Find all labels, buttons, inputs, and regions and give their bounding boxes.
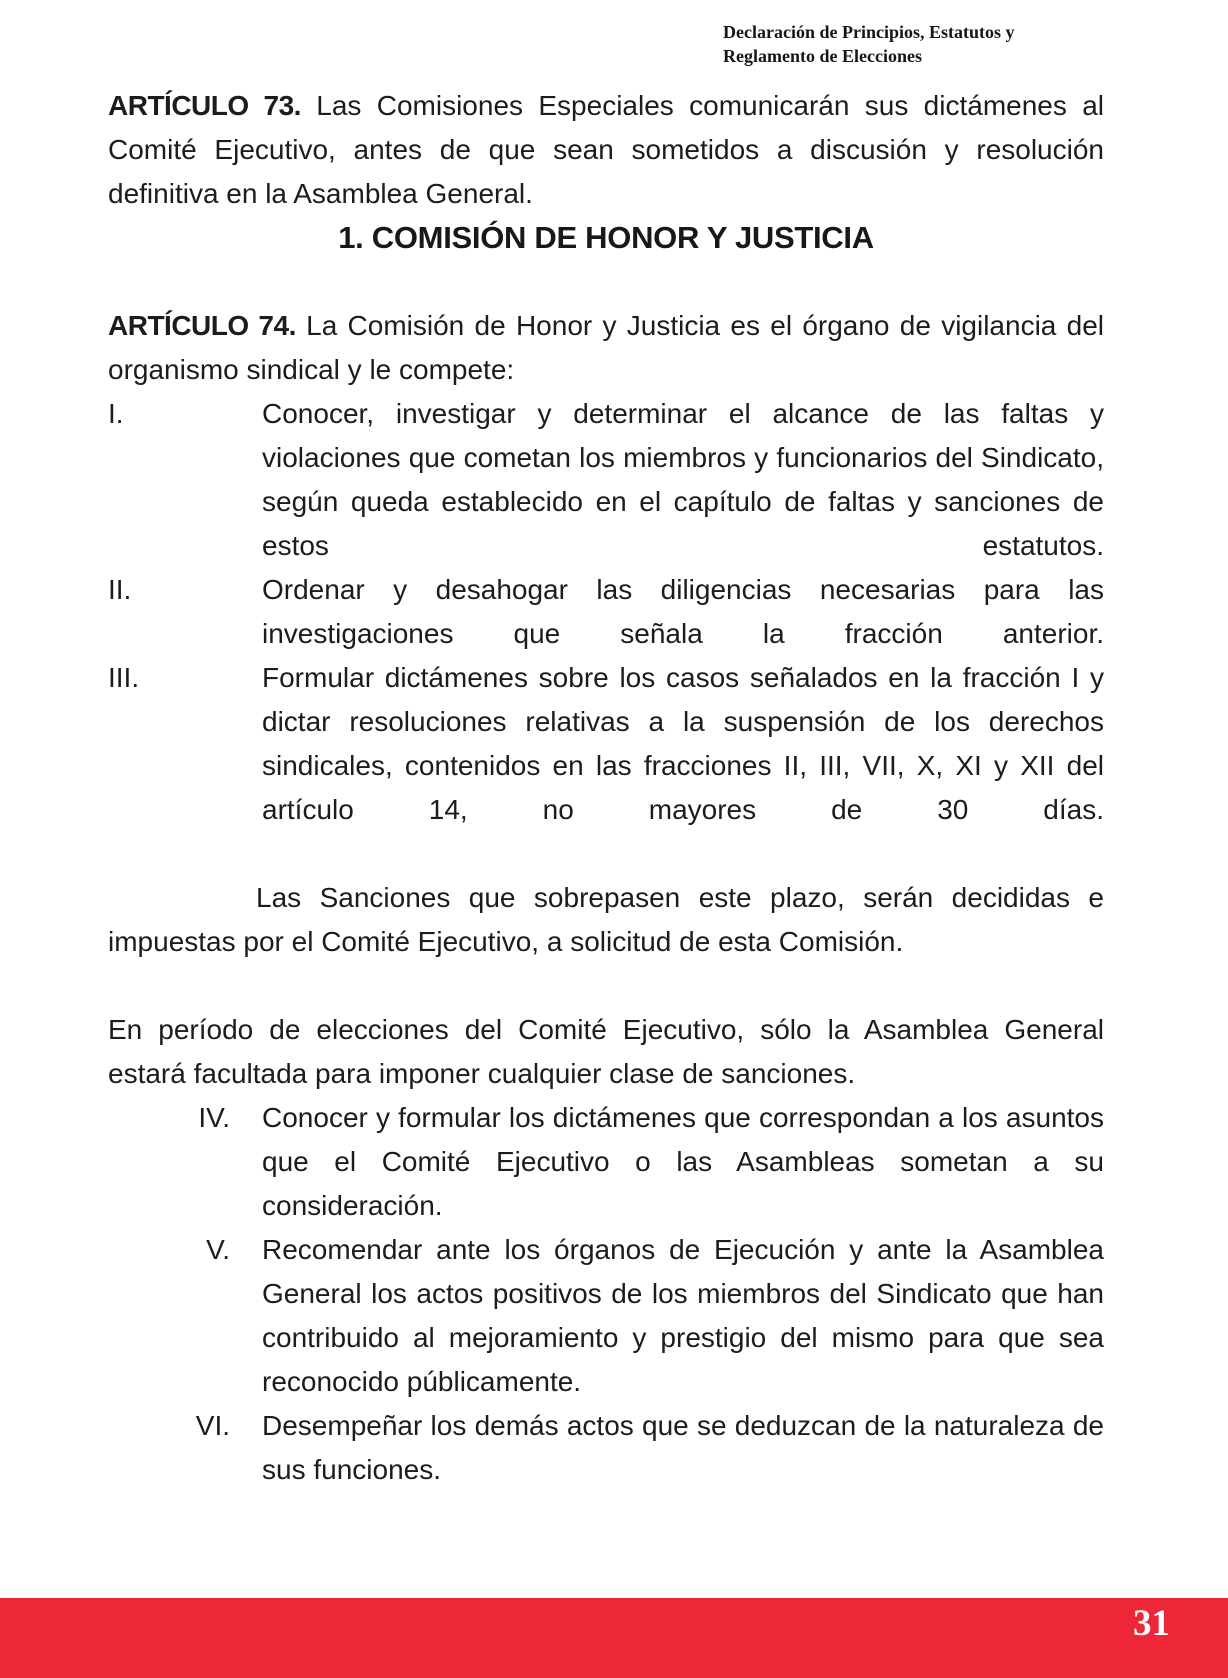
list-item-VI (108, 1404, 1104, 1492)
article-74-text: La Comisión de Honor y Justicia es el órgano de vigilancia del organismo sindical y le compete: (108, 310, 1105, 385)
list-item-IV (108, 1096, 1104, 1228)
list-item-III-text: Formular dictámenes sobre los casos señalados en la fracción I y dictar resoluciones relativas a la suspensión de los derechos sindicales, contenidos en las fracciones II, III, VII, X, XI y XII del artículo 14, no mayores de 30 días. (262, 662, 1104, 825)
list-item-V-numeral: V. (206, 1234, 230, 1265)
article-73-label: ARTÍCULO 73. (108, 90, 301, 121)
list-item-IV-numeral: IV. (198, 1102, 230, 1133)
list-item-II-numeral: II. (108, 574, 132, 605)
list-item-VI-numeral: VI. (195, 1410, 230, 1441)
running-header-line2: Reglamento de Elecciones (723, 46, 922, 66)
list-item-I (108, 392, 1104, 568)
article-73-paragraph (108, 84, 1104, 216)
article-73-text: Las Comisiones Especiales comunicarán sus dictámenes al Comité Ejecutivo, antes de que sean sometidos a discusión y resolución definitiva en la Asamblea General. (108, 90, 1104, 209)
footer-bar (0, 1598, 1228, 1678)
list-item-I-text: Conocer, investigar y determinar el alcance de las faltas y violaciones que cometan los miembros y funcionarios del Sindicato, según queda establecido en el capítulo de faltas y sanciones de estos estatutos. (262, 398, 1104, 561)
list-item-II-text: Ordenar y desahogar las diligencias necesarias para las investigaciones que señala la fracción anterior. (262, 574, 1104, 649)
article-74-label: ARTÍCULO 74. (108, 310, 296, 341)
periodo-paragraph: En período de elecciones del Comité Ejecutivo, sólo la Asamblea General estará facultada para imponer cualquier clase de sanciones. (108, 1014, 1104, 1089)
list-item-IV-text: Conocer y formular los dictámenes que correspondan a los asuntos que el Comité Ejecutivo o las Asambleas sometan a su consideración. (262, 1102, 1104, 1221)
list-item-III-numeral: III. (108, 662, 140, 693)
list-item-II (108, 568, 1104, 656)
running-header (723, 20, 1014, 68)
list-item-V-text: Recomendar ante los órganos de Ejecución y ante la Asamblea General los actos positivos de los miembros del Sindicato que han contribuido al mejoramiento y prestigio del mismo para que sea reconocido públicamente. (262, 1234, 1104, 1397)
list-item-I-numeral: I. (108, 398, 124, 429)
running-header-line1: Declaración de Principios, Estatutos y (723, 22, 1015, 42)
list-item-III (108, 656, 1104, 832)
list-item-VI-text: Desempeñar los demás actos que se deduzcan de la naturaleza de sus funciones. (262, 1410, 1104, 1485)
list-item-V (108, 1228, 1104, 1404)
page-number: 31 (1133, 1603, 1170, 1644)
article-74-paragraph (108, 304, 1104, 392)
page-content (108, 84, 1104, 1492)
section-heading: 1. COMISIÓN DE HONOR Y JUSTICIA (338, 220, 874, 255)
sanciones-paragraph: Las Sanciones que sobrepasen este plazo, serán decididas e impuestas por el Comité Ejecutivo, a solicitud de esta Comisión. (108, 882, 1104, 957)
